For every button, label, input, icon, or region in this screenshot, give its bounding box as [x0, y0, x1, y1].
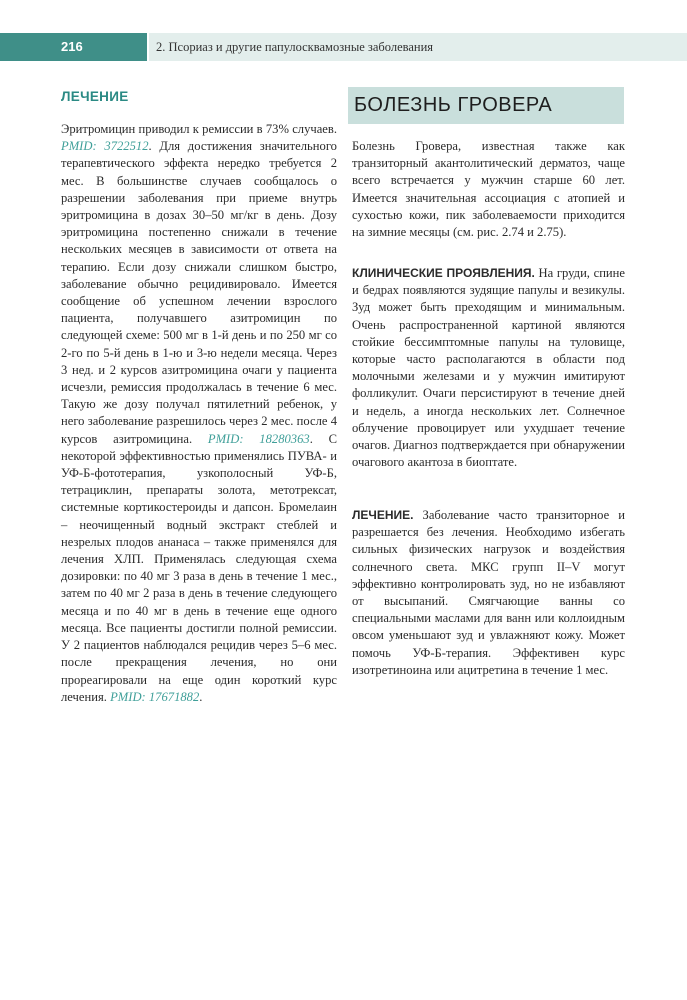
clinical-paragraph [352, 265, 625, 471]
page-number: 216 [0, 33, 147, 61]
pmid-link-1[interactable]: PMID: 3722512 [61, 139, 149, 154]
running-header [0, 33, 687, 61]
pmid-link-2[interactable]: PMID: 18280363 [207, 431, 310, 446]
treatment-text-right: Заболевание часто транзиторное и разрешается без лечения. Необходимо избегать сильных физических нагрузок и воздействия солнечного света. МКС групп II–V могут эффективно контролировать зуд, но не избавляют от высыпаний. Смягчающие ванны со специальными маслами для ванн или коллоидным овсом уменьшают зуд и увлажняют кожу. Может помочь УФ-Б-терапия. Эффективен курс изотретиноина или ацитретина в течение 1 мес. [352, 508, 625, 677]
running-title: 2. Псориаз и другие папулосквамозные заболевания [156, 40, 434, 54]
treatment-paragraph-right [352, 507, 625, 679]
treatment-text-part4: . [199, 689, 203, 704]
header-divider [147, 33, 149, 61]
treatment-paragraph-left [61, 121, 337, 706]
treatment-heading-left: ЛЕЧЕНИЕ [61, 89, 129, 104]
treatment-text-part3: . С некоторой эффективностью применялись ПУВА- и УФ-Б-фототерапия, узкополосный УФ-Б, тетрациклин, препараты золота, метотрексат, системные кортикостероиды и дапсон. Бромелаин – неочищенный водный экстракт стеблей и незрелых плодов ананаса – также применялся для лечения ХЛП. Применялась следующая схема дозировки: по 40 мг 3 раза в день в течение 1 мес., затем по 40 мг 2 раза в день в течение следующего месяца и по 40 мг в день в течение еще одного месяца. Все пациенты достигли полной ремиссии. У 2 пациентов наблюдался рецидив через 5–6 мес. после прекращения лечения, но они прореагировали на еще один короткий курс лечения. [61, 431, 337, 704]
treatment-text-part2: . Для достижения значительного терапевтического эффекта нередко требуется 2 мес. В большинстве случаев сообщалось о разрешении заболевания при приеме внутрь эритромицина в дозах 30–50 мг/кг в день. Дозу эритромицина постепенно снижали в течение нескольких месяцев в зависимости от ответа на терапию. Если дозу снижали слишком быстро, заболевание обычно рецидивировало. Имеется сообщение об успешном лечении взрослого пациента, получавшего азитромицин по следующей схеме: 500 мг в 1-й день и по 250 мг со 2-го по 5-й день в 1-ю и 3-ю недели месяца. Через 3 нед. и 2 курсов азитромицина очаги у пациента исчезли, ремиссия продолжалась в течение 6 мес. Такую же дозу получал пятилетний ребенок, у него заболевание разрешилось через 2 мес. после 4 курсов азитромицина. [61, 139, 337, 446]
section-title-grover: БОЛЕЗНЬ ГРОВЕРА [348, 87, 624, 124]
clinical-text: На груди, спине и бедрах появляются зудящие папулы и везикулы. Зуд может быть преходящим и минимальным. Очень распространенной картиной являются стойкие бессимптомные папулы на туловище, которые часто располагаются в области под молочными железами и у мужчин имитируют фолликулит. Очаги персистируют в течение дней и недель, а иногда нескольких лет. Солнечное облучение провоцирует или ухудшает течение очагов. Диагноз подтверждается при обнаружении очагового акантоза в биоптате. [352, 266, 625, 470]
treatment-text-part1: Эритромицин приводил к ремиссии в 73% случаев. [61, 122, 337, 136]
pmid-link-3[interactable]: PMID: 17671882 [110, 689, 200, 704]
clinical-heading: КЛИНИЧЕСКИЕ ПРОЯВЛЕНИЯ. [352, 266, 535, 280]
grover-intro-paragraph: Болезнь Гровера, известная также как транзиторный акантолитический дерматоз, чаще всего встречается у мужчин старше 60 лет. Имеется значительная ассоциация с атопией и сухостью кожи, пик заболеваемости приходится на зимние месяцы (см. рис. 2.74 и 2.75). [352, 139, 625, 240]
treatment-heading-right: ЛЕЧЕНИЕ. [352, 508, 414, 522]
